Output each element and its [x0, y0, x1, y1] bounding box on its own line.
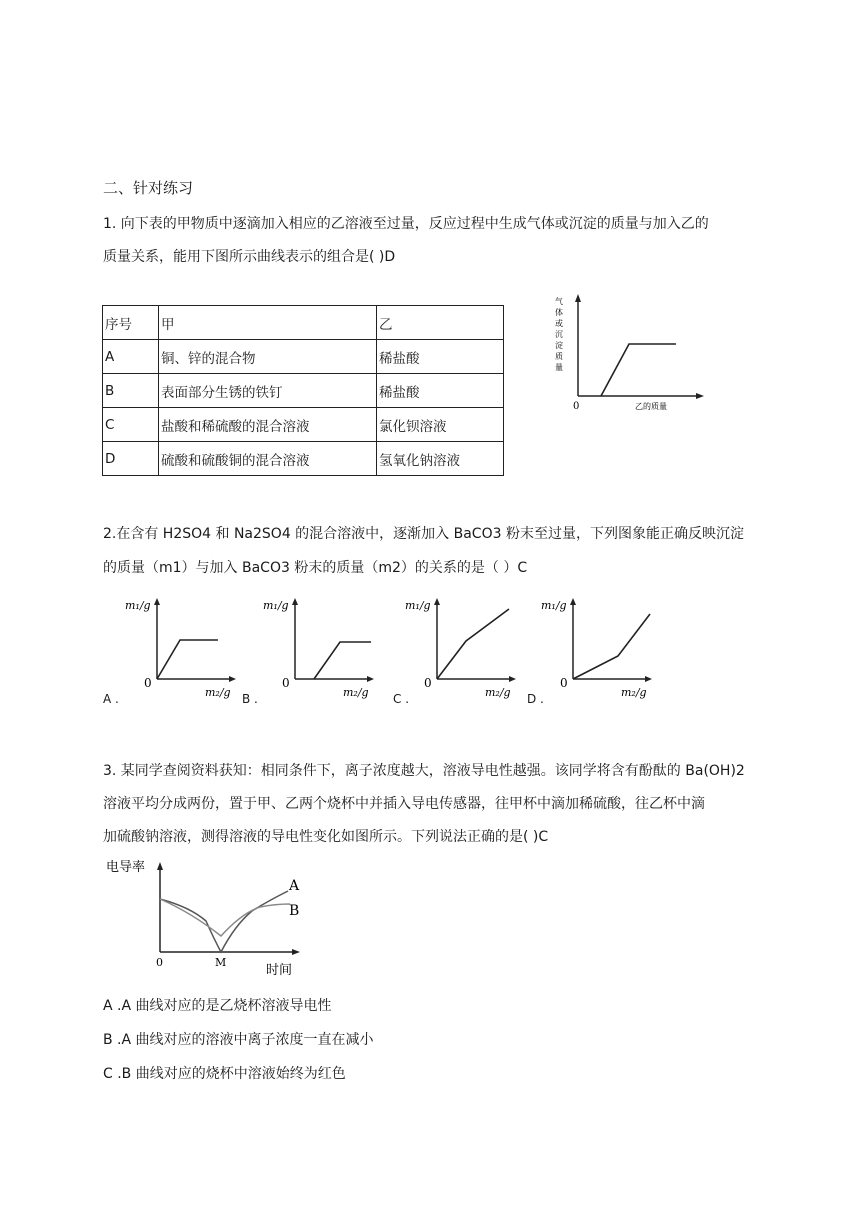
origin-label: 0	[573, 401, 580, 412]
q3-choice-c: C .B 曲线对应的烧杯中溶液始终为红色	[103, 1066, 346, 1082]
y-axis-label-char: 淀	[555, 341, 563, 350]
q2-graph-d	[536, 592, 661, 704]
y-axis-label-char: 质	[555, 352, 563, 361]
curve-b-label: B	[289, 903, 300, 919]
curve-b	[314, 642, 371, 679]
y-axis-label-char: 沉	[555, 330, 563, 339]
q3-text-line2: 溶液平均分成两份，置于甲、乙两个烧杯中并插入导电传感器，往甲杯中滴加稀硫酸，往乙杯中滴	[103, 796, 705, 812]
q2-text-line1: 2.在含有 H2SO4 和 Na2SO4 的混合溶液中，逐渐加入 BaCO3 粉末至过量，下列图象能正确反映沉淀	[103, 526, 744, 542]
table-row	[103, 408, 504, 442]
table-cell: 硫酸和硫酸铜的混合溶液	[159, 442, 377, 476]
q1-graph	[545, 290, 715, 418]
y-axis-label: m₁/g	[263, 599, 289, 612]
q1-table	[102, 305, 504, 476]
y-axis-label-char: 气	[555, 297, 563, 306]
m-point-label: M	[215, 956, 227, 969]
origin-label: 0	[144, 676, 152, 690]
q3-text-line1: 3. 某同学查阅资料获知：相同条件下，离子浓度越大，溶液导电性越强。该同学将含有酚酞的 Ba(OH)2	[103, 763, 745, 779]
curve-d	[573, 614, 650, 679]
x-axis-arrow	[645, 676, 652, 682]
table-cell: 表面部分生锈的铁钉	[159, 374, 377, 408]
x-axis-arrow	[367, 676, 374, 682]
q3-text-line3: 加硫酸钠溶液，测得溶液的导电性变化如图所示。下列说法正确的是( )C	[103, 829, 549, 845]
y-axis-arrow	[570, 598, 576, 605]
x-axis-arrow	[509, 676, 516, 682]
origin-label: 0	[156, 956, 163, 969]
table-cell: 铜、锌的混合物	[159, 340, 377, 374]
y-axis-label: 电导率	[106, 860, 146, 875]
table-cell: 稀盐酸	[377, 340, 504, 374]
table-header-cell: 序号	[103, 306, 159, 340]
option-a-label: A .	[103, 692, 119, 706]
x-axis-label: 时间	[266, 963, 293, 978]
table-cell: D	[103, 442, 159, 476]
y-axis-label-char: 体	[555, 308, 563, 317]
table-cell: 盐酸和稀硫酸的混合溶液	[159, 408, 377, 442]
y-axis-arrow	[157, 862, 163, 870]
origin-label: 0	[560, 676, 568, 690]
origin-label: 0	[282, 676, 290, 690]
y-axis-arrow	[575, 294, 581, 302]
x-axis-label: 乙的质量	[635, 402, 667, 411]
origin-label: 0	[424, 676, 432, 690]
y-axis-arrow	[434, 598, 440, 605]
curve-b	[160, 899, 290, 936]
curve-a	[157, 640, 218, 679]
x-axis-label: m₂/g	[343, 686, 369, 699]
curve-a-label: A	[289, 878, 300, 894]
y-axis-label: m₁/g	[405, 599, 431, 612]
q3-graph	[100, 853, 310, 983]
table-cell: 氯化钡溶液	[377, 408, 504, 442]
q2-graph-b	[258, 592, 383, 704]
y-axis-label: m₁/g	[541, 599, 567, 612]
table-cell: C	[103, 408, 159, 442]
table-cell: A	[103, 340, 159, 374]
x-axis-label: m₂/g	[621, 686, 647, 699]
q1-curve	[601, 344, 676, 396]
table-row	[103, 442, 504, 476]
table-cell: 稀盐酸	[377, 374, 504, 408]
q3-choice-b: B .A 曲线对应的溶液中离子浓度一直在减小	[103, 1032, 374, 1048]
y-axis-label: m₁/g	[125, 599, 151, 612]
x-axis-arrow	[696, 393, 704, 399]
x-axis-label: m₂/g	[205, 686, 231, 699]
table-header-cell: 甲	[159, 306, 377, 340]
y-axis-arrow	[292, 598, 298, 605]
q3-choice-a: A .A 曲线对应的是乙烧杯溶液导电性	[103, 998, 332, 1014]
q2-graph-c	[400, 592, 525, 704]
x-axis-arrow	[229, 676, 236, 682]
curve-a	[160, 891, 288, 952]
option-c-label: C .	[393, 692, 410, 706]
curve-c	[437, 609, 509, 679]
y-axis-arrow	[154, 598, 160, 605]
option-b-label: B .	[242, 692, 258, 706]
table-header-row	[103, 306, 504, 340]
y-axis-label-char: 或	[555, 319, 563, 328]
section-title: 二、针对练习	[103, 179, 194, 197]
table-row	[103, 374, 504, 408]
y-axis-label-char: 量	[555, 363, 563, 372]
q1-text-line1: 1. 向下表的甲物质中逐滴加入相应的乙溶液至过量，反应过程中生成气体或沉淀的质量与加入乙的	[103, 216, 709, 232]
table-row	[103, 340, 504, 374]
q2-graph-a	[120, 592, 245, 704]
table-cell: B	[103, 374, 159, 408]
x-axis-label: m₂/g	[485, 686, 511, 699]
table-cell: 氢氧化钠溶液	[377, 442, 504, 476]
table-header-cell: 乙	[377, 306, 504, 340]
q2-text-line2: 的质量（m1）与加入 BaCO3 粉末的质量（m2）的关系的是（ ）C	[103, 560, 528, 576]
y-axis-label	[555, 296, 563, 372]
option-d-label: D .	[527, 692, 544, 706]
x-axis-arrow	[292, 949, 300, 955]
q1-text-line2: 质量关系，能用下图所示曲线表示的组合是( )D	[103, 249, 396, 265]
